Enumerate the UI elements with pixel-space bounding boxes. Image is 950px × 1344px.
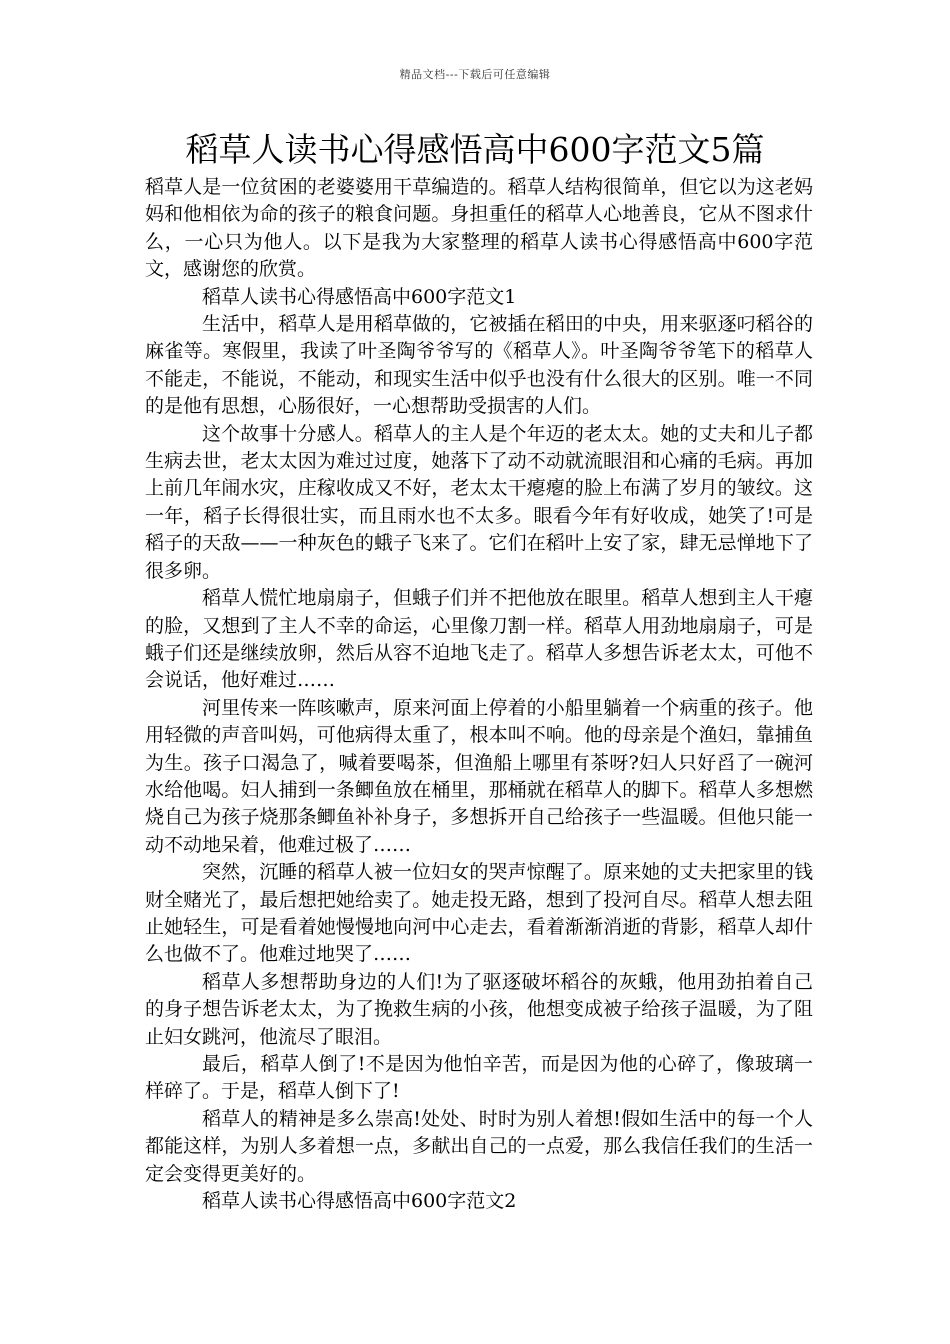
section-heading-1: 稻草人读书心得感悟高中600字范文1 [202, 285, 517, 308]
document-title: 稻草人读书心得感悟高中600字范文5篇 [185, 130, 765, 169]
header-note: 精品文档---下载后可任意编辑 [399, 68, 551, 81]
intro-paragraph: 稻草人是一位贫困的老婆婆用干草编造的。稻草人结构很简单，但它以为这老妈妈和他相依为命的孩子的粮食问题。身担重任的稻草人心地善良，它从不图求什么，一心只为他人。以下是我为大家整理的稻草人读书心得感悟高中600字范文，感谢您的欣赏。 [145, 176, 813, 281]
body-paragraph: 稻草人的精神是多么崇高!处处、时时为别人着想!假如生活中的每一个人都能这样，为别人多着想一点，多献出自己的一点爱，那么我信任我们的生活一定会变得更美好的。 [145, 1107, 813, 1185]
body-paragraph: 生活中，稻草人是用稻草做的，它被插在稻田的中央，用来驱逐叼稻谷的麻雀等。寒假里，我读了叶圣陶爷爷写的《稻草人》。叶圣陶爷爷笔下的稻草人不能走，不能说，不能动，和现实生活中似乎也没有什么很大的区别。唯一不同的是他有思想，心肠很好，一心想帮助受损害的人们。 [145, 313, 813, 418]
body-paragraph: 突然，沉睡的稻草人被一位妇女的哭声惊醒了。原来她的丈夫把家里的钱财全赌光了，最后想把她给卖了。她走投无路，想到了投河自尽。稻草人想去阻止她轻生，可是看着她慢慢地向河中心走去，看着渐渐消逝的背影，稻草人却什么也做不了。他难过地哭了…… [145, 861, 813, 966]
body-paragraph: 稻草人多想帮助身边的人们!为了驱逐破坏稻谷的灰蛾，他用劲拍着自己的身子想告诉老太太，为了挽救生病的小孩，他想变成被子给孩子温暖，为了阻止妇女跳河，他流尽了眼泪。 [145, 970, 813, 1048]
body-paragraph: 河里传来一阵咳嗽声，原来河面上停着的小船里躺着一个病重的孩子。他用轻微的声音叫妈，可他病得太重了，根本叫不响。他的母亲是个渔妇，靠捕鱼为生。孩子口渴急了，喊着要喝茶，但渔船上哪里有茶呀?妇人只好舀了一碗河水给他喝。妇人捕到一条鲫鱼放在桶里，那桶就在稻草人的脚下。稻草人多想燃烧自己为孩子烧那条鲫鱼补补身子，多想拆开自己给孩子一些温暖。但他只能一动不动地呆着，他难过极了…… [145, 696, 813, 856]
body-paragraph: 这个故事十分感人。稻草人的主人是个年迈的老太太。她的丈夫和儿子都生病去世，老太太因为难过过度，她落下了动不动就流眼泪和心痛的毛病。再加上前几年闹水灾，庄稼收成又不好，老太太干瘪瘪的脸上布满了岁月的皱纹。这一年，稻子长得很壮实，而且雨水也不太多。眼看今年有好收成，她笑了!可是稻子的天敌——一种灰色的蛾子飞来了。它们在稻叶上安了家，肆无忌惮地下了很多卵。 [145, 422, 813, 582]
body-paragraph: 稻草人慌忙地扇扇子，但蛾子们并不把他放在眼里。稻草人想到主人干瘪的脸，又想到了主人不幸的命运，心里像刀割一样。稻草人用劲地扇扇子，可是蛾子们还是继续放卵，然后从容不迫地飞走了。稻草人多想告诉老太太，可他不会说话，他好难过…… [145, 587, 813, 692]
body-paragraph: 最后，稻草人倒了!不是因为他怕辛苦，而是因为他的心碎了，像玻璃一样碎了。于是，稻草人倒下了! [145, 1053, 813, 1103]
document-body [145, 174, 813, 1215]
section-heading-2: 稻草人读书心得感悟高中600字范文2 [202, 1190, 517, 1213]
